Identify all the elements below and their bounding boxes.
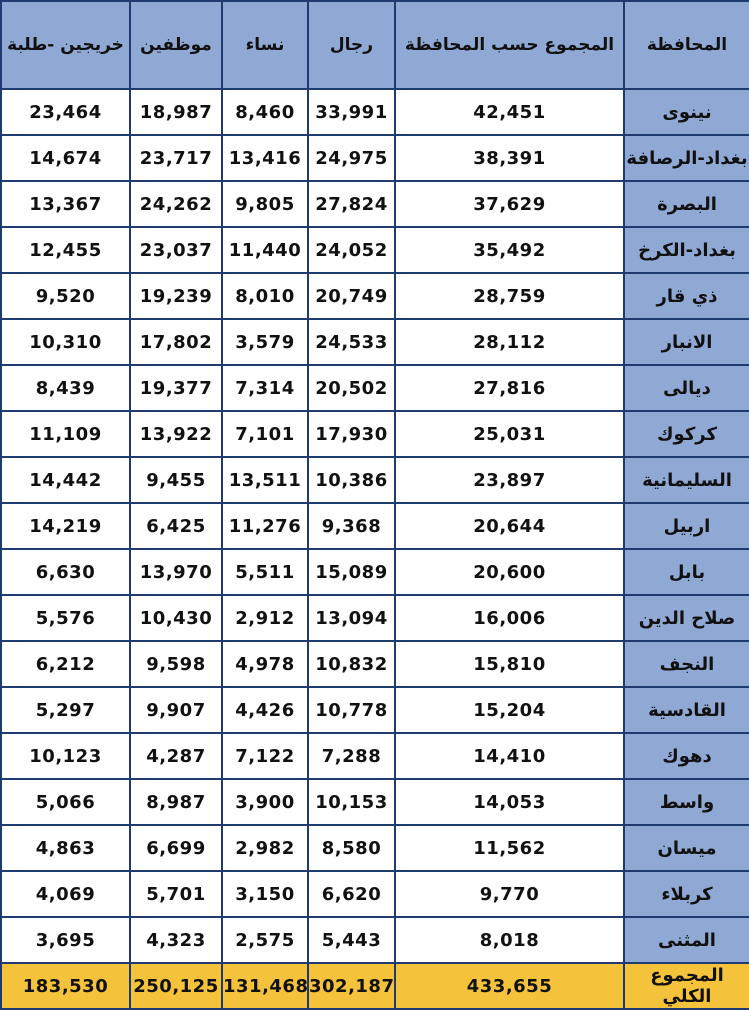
cell-province: بغداد-الكرخ bbox=[624, 227, 749, 273]
cell-women: 5,511 bbox=[222, 549, 308, 595]
cell-grads: 10,123 bbox=[1, 733, 130, 779]
cell-women: 4,426 bbox=[222, 687, 308, 733]
cell-men: 9,368 bbox=[308, 503, 395, 549]
cell-province: دهوك bbox=[624, 733, 749, 779]
cell-women: 3,900 bbox=[222, 779, 308, 825]
cell-province: ديالى bbox=[624, 365, 749, 411]
cell-men: 15,089 bbox=[308, 549, 395, 595]
table-row bbox=[1, 319, 749, 365]
cell-employees: 6,425 bbox=[130, 503, 222, 549]
cell-employees: 5,701 bbox=[130, 871, 222, 917]
header-women: نساء bbox=[222, 1, 308, 89]
cell-total: 37,629 bbox=[395, 181, 624, 227]
cell-grads: 6,630 bbox=[1, 549, 130, 595]
table-row bbox=[1, 273, 749, 319]
cell-employees: 17,802 bbox=[130, 319, 222, 365]
cell-employees: 9,598 bbox=[130, 641, 222, 687]
cell-grads: 5,066 bbox=[1, 779, 130, 825]
cell-employees: 23,717 bbox=[130, 135, 222, 181]
header-province: المحافظة bbox=[624, 1, 749, 89]
cell-total: 25,031 bbox=[395, 411, 624, 457]
cell-employees: 10,430 bbox=[130, 595, 222, 641]
cell-men: 10,832 bbox=[308, 641, 395, 687]
cell-men: 5,443 bbox=[308, 917, 395, 963]
total-label: المجموع الكلي bbox=[624, 963, 749, 1009]
table-body bbox=[1, 89, 749, 963]
cell-women: 7,314 bbox=[222, 365, 308, 411]
total-employees: 250,125 bbox=[130, 963, 222, 1009]
cell-men: 24,975 bbox=[308, 135, 395, 181]
header-row bbox=[1, 1, 749, 89]
header-men: رجال bbox=[308, 1, 395, 89]
cell-grads: 10,310 bbox=[1, 319, 130, 365]
cell-men: 10,153 bbox=[308, 779, 395, 825]
table-row bbox=[1, 733, 749, 779]
cell-grads: 11,109 bbox=[1, 411, 130, 457]
header-employees: موظفين bbox=[130, 1, 222, 89]
table-row bbox=[1, 503, 749, 549]
cell-employees: 23,037 bbox=[130, 227, 222, 273]
cell-province: الانبار bbox=[624, 319, 749, 365]
table-row bbox=[1, 595, 749, 641]
cell-women: 13,416 bbox=[222, 135, 308, 181]
cell-women: 7,101 bbox=[222, 411, 308, 457]
cell-women: 2,982 bbox=[222, 825, 308, 871]
cell-grads: 12,455 bbox=[1, 227, 130, 273]
cell-province: السليمانية bbox=[624, 457, 749, 503]
table-row bbox=[1, 181, 749, 227]
table-row bbox=[1, 917, 749, 963]
header-grads: خريجين -طلبة bbox=[1, 1, 130, 89]
cell-men: 20,749 bbox=[308, 273, 395, 319]
cell-employees: 8,987 bbox=[130, 779, 222, 825]
cell-employees: 18,987 bbox=[130, 89, 222, 135]
cell-grads: 14,442 bbox=[1, 457, 130, 503]
table-row bbox=[1, 89, 749, 135]
cell-men: 10,778 bbox=[308, 687, 395, 733]
cell-women: 2,575 bbox=[222, 917, 308, 963]
cell-women: 3,150 bbox=[222, 871, 308, 917]
table-row bbox=[1, 779, 749, 825]
cell-province: ذي قار bbox=[624, 273, 749, 319]
grand-total-row bbox=[1, 963, 749, 1009]
cell-men: 8,580 bbox=[308, 825, 395, 871]
cell-women: 11,276 bbox=[222, 503, 308, 549]
table-row bbox=[1, 135, 749, 181]
total-men: 302,187 bbox=[308, 963, 395, 1009]
cell-men: 17,930 bbox=[308, 411, 395, 457]
cell-grads: 4,069 bbox=[1, 871, 130, 917]
cell-grads: 8,439 bbox=[1, 365, 130, 411]
cell-employees: 6,699 bbox=[130, 825, 222, 871]
cell-employees: 4,287 bbox=[130, 733, 222, 779]
cell-province: ميسان bbox=[624, 825, 749, 871]
cell-grads: 14,219 bbox=[1, 503, 130, 549]
cell-province: نينوى bbox=[624, 89, 749, 135]
total-overall: 433,655 bbox=[395, 963, 624, 1009]
table-row bbox=[1, 549, 749, 595]
cell-total: 16,006 bbox=[395, 595, 624, 641]
cell-total: 27,816 bbox=[395, 365, 624, 411]
cell-total: 15,204 bbox=[395, 687, 624, 733]
cell-total: 14,053 bbox=[395, 779, 624, 825]
cell-women: 8,460 bbox=[222, 89, 308, 135]
cell-employees: 24,262 bbox=[130, 181, 222, 227]
table-row bbox=[1, 365, 749, 411]
cell-men: 27,824 bbox=[308, 181, 395, 227]
cell-province: المثنى bbox=[624, 917, 749, 963]
cell-women: 8,010 bbox=[222, 273, 308, 319]
cell-men: 20,502 bbox=[308, 365, 395, 411]
cell-total: 11,562 bbox=[395, 825, 624, 871]
cell-total: 42,451 bbox=[395, 89, 624, 135]
table-row bbox=[1, 227, 749, 273]
cell-province: كركوك bbox=[624, 411, 749, 457]
cell-men: 10,386 bbox=[308, 457, 395, 503]
cell-total: 9,770 bbox=[395, 871, 624, 917]
cell-grads: 5,576 bbox=[1, 595, 130, 641]
table-row bbox=[1, 411, 749, 457]
cell-total: 38,391 bbox=[395, 135, 624, 181]
cell-women: 3,579 bbox=[222, 319, 308, 365]
cell-women: 13,511 bbox=[222, 457, 308, 503]
cell-women: 11,440 bbox=[222, 227, 308, 273]
table-row bbox=[1, 825, 749, 871]
cell-women: 4,978 bbox=[222, 641, 308, 687]
cell-province: صلاح الدين bbox=[624, 595, 749, 641]
cell-grads: 4,863 bbox=[1, 825, 130, 871]
cell-total: 20,600 bbox=[395, 549, 624, 595]
cell-total: 35,492 bbox=[395, 227, 624, 273]
cell-province: البصرة bbox=[624, 181, 749, 227]
table-row bbox=[1, 871, 749, 917]
cell-employees: 19,239 bbox=[130, 273, 222, 319]
cell-employees: 19,377 bbox=[130, 365, 222, 411]
cell-total: 23,897 bbox=[395, 457, 624, 503]
cell-employees: 9,907 bbox=[130, 687, 222, 733]
cell-province: واسط bbox=[624, 779, 749, 825]
table-row bbox=[1, 687, 749, 733]
table-row bbox=[1, 641, 749, 687]
cell-women: 2,912 bbox=[222, 595, 308, 641]
cell-men: 6,620 bbox=[308, 871, 395, 917]
cell-men: 7,288 bbox=[308, 733, 395, 779]
cell-province: بغداد-الرصافة bbox=[624, 135, 749, 181]
cell-women: 9,805 bbox=[222, 181, 308, 227]
cell-total: 15,810 bbox=[395, 641, 624, 687]
cell-province: اربيل bbox=[624, 503, 749, 549]
table-row bbox=[1, 457, 749, 503]
cell-employees: 13,970 bbox=[130, 549, 222, 595]
cell-grads: 13,367 bbox=[1, 181, 130, 227]
cell-men: 13,094 bbox=[308, 595, 395, 641]
cell-province: كربلاء bbox=[624, 871, 749, 917]
cell-men: 33,991 bbox=[308, 89, 395, 135]
cell-grads: 14,674 bbox=[1, 135, 130, 181]
cell-women: 7,122 bbox=[222, 733, 308, 779]
cell-total: 28,759 bbox=[395, 273, 624, 319]
cell-employees: 9,455 bbox=[130, 457, 222, 503]
cell-grads: 3,695 bbox=[1, 917, 130, 963]
cell-grads: 9,520 bbox=[1, 273, 130, 319]
cell-employees: 13,922 bbox=[130, 411, 222, 457]
cell-total: 14,410 bbox=[395, 733, 624, 779]
cell-total: 20,644 bbox=[395, 503, 624, 549]
cell-province: القادسية bbox=[624, 687, 749, 733]
cell-men: 24,533 bbox=[308, 319, 395, 365]
cell-total: 8,018 bbox=[395, 917, 624, 963]
cell-province: النجف bbox=[624, 641, 749, 687]
total-women: 131,468 bbox=[222, 963, 308, 1009]
header-total: المجموع حسب المحافظة bbox=[395, 1, 624, 89]
cell-men: 24,052 bbox=[308, 227, 395, 273]
cell-province: بابل bbox=[624, 549, 749, 595]
cell-grads: 6,212 bbox=[1, 641, 130, 687]
cell-grads: 5,297 bbox=[1, 687, 130, 733]
total-grads: 183,530 bbox=[1, 963, 130, 1009]
cell-employees: 4,323 bbox=[130, 917, 222, 963]
cell-grads: 23,464 bbox=[1, 89, 130, 135]
cell-total: 28,112 bbox=[395, 319, 624, 365]
